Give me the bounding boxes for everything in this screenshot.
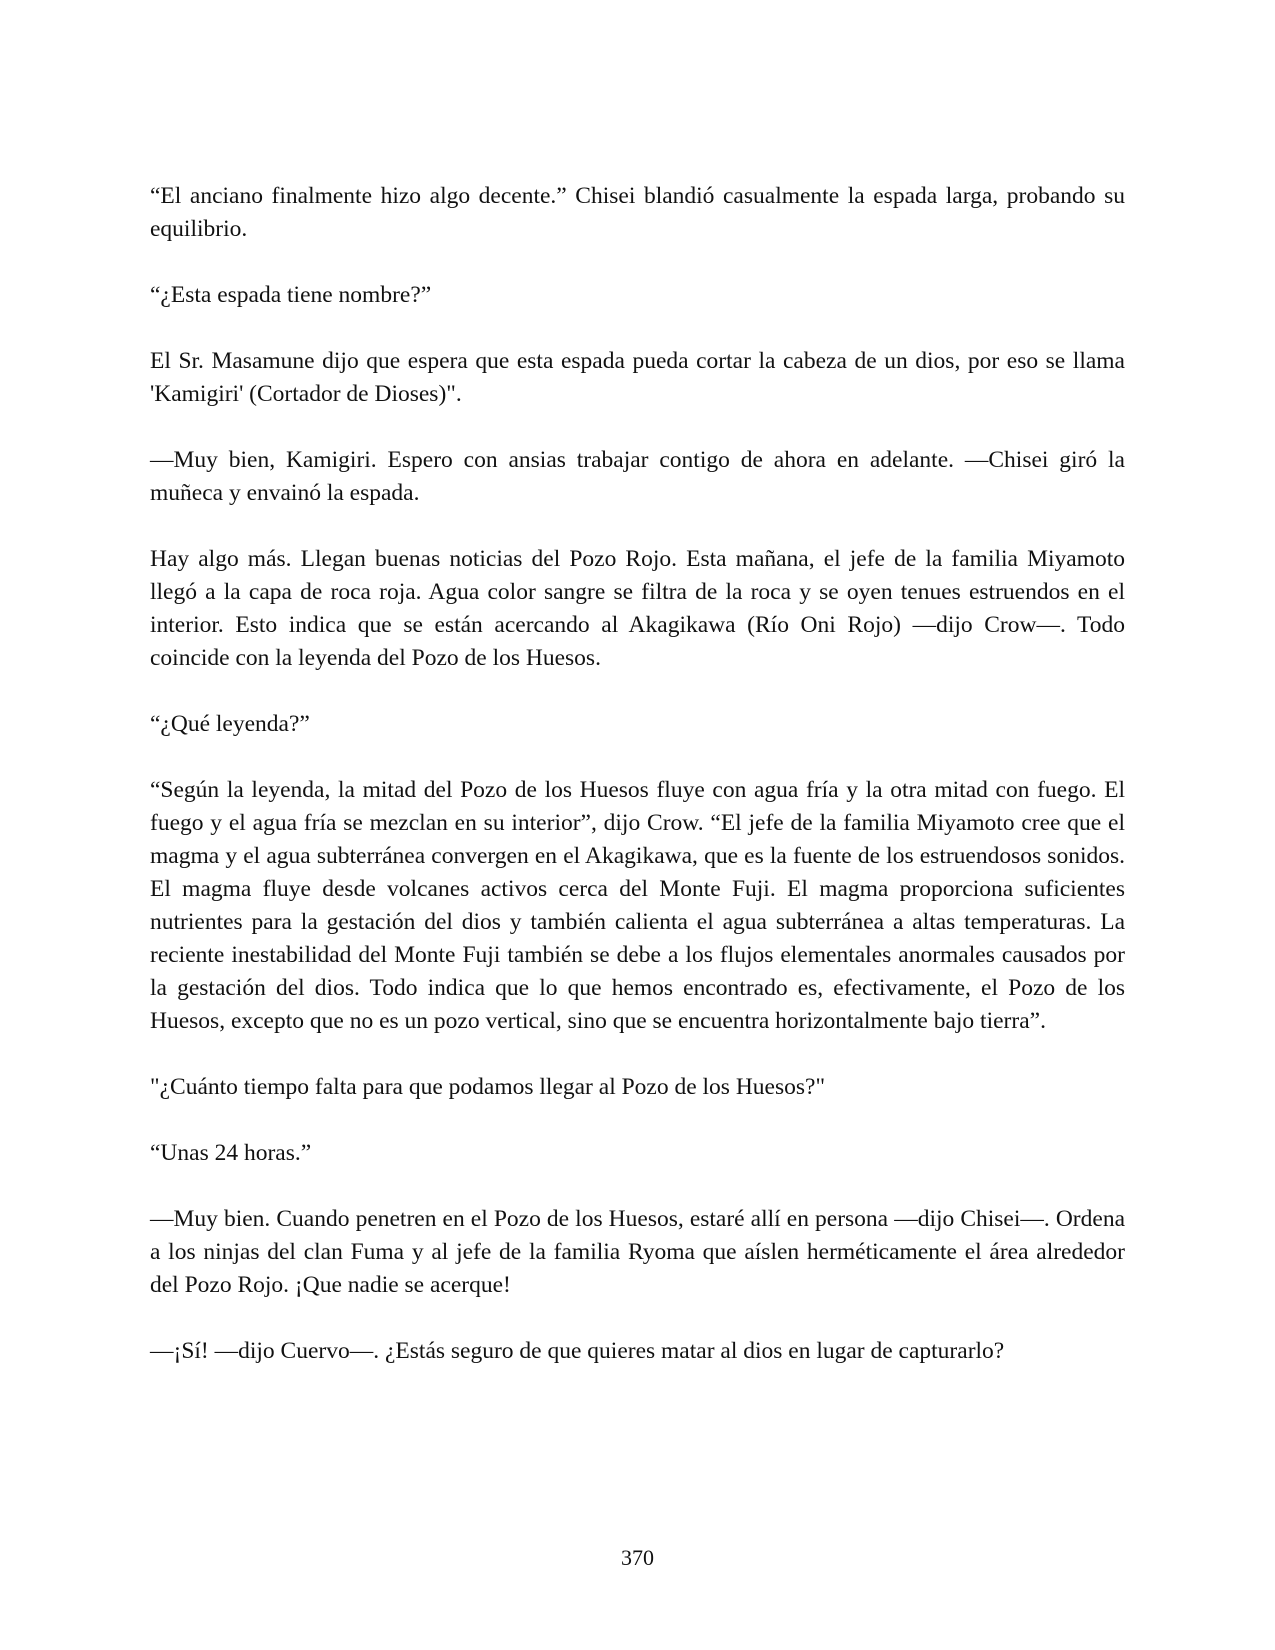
paragraph-4: —Muy bien, Kamigiri. Espero con ansias trabajar contigo de ahora en adelante. —Chisei giró la muñeca y envainó la espada.	[150, 447, 1125, 506]
body-text	[150, 180, 1125, 1401]
paragraph-2: “¿Esta espada tiene nombre?”	[150, 282, 432, 308]
paragraph-11: —¡Sí! —dijo Cuervo—. ¿Estás seguro de que quieres matar al dios en lugar de capturarlo?	[150, 1338, 1005, 1364]
paragraph-5: Hay algo más. Llegan buenas noticias del Pozo Rojo. Esta mañana, el jefe de la familia Miyamoto llegó a la capa de roca roja. Agua color sangre se filtra de la roca y se oyen tenues estruendos en el interior. Esto indica que se están acercando al Akagikawa (Río Oni Rojo) —dijo Crow—. Todo coincide con la leyenda del Pozo de los Huesos.	[150, 546, 1125, 671]
page-number: 370	[621, 1545, 654, 1570]
paragraph-10: —Muy bien. Cuando penetren en el Pozo de los Huesos, estaré allí en persona —dijo Chisei—. Ordena a los ninjas del clan Fuma y al jefe de la familia Ryoma que aíslen herméticamente el área alrededor del Pozo Rojo. ¡Que nadie se acerque!	[150, 1206, 1125, 1298]
paragraph-9: “Unas 24 horas.”	[150, 1140, 312, 1166]
paragraph-8: "¿Cuánto tiempo falta para que podamos llegar al Pozo de los Huesos?"	[150, 1074, 826, 1100]
paragraph-7: “Según la leyenda, la mitad del Pozo de los Huesos fluye con agua fría y la otra mitad con fuego. El fuego y el agua fría se mezclan en su interior”, dijo Crow. “El jefe de la familia Miyamoto cree que el magma y el agua subterránea convergen en el Akagikawa, que es la fuente de los estruendosos sonidos. El magma fluye desde volcanes activos cerca del Monte Fuji. El magma proporciona suficientes nutrientes para la gestación del dios y también calienta el agua subterránea a altas temperaturas. La reciente inestabilidad del Monte Fuji también se debe a los flujos elementales anormales causados por la gestación del dios. Todo indica que lo que hemos encontrado es, efectivamente, el Pozo de los Huesos, excepto que no es un pozo vertical, sino que se encuentra horizontalmente bajo tierra”.	[150, 777, 1125, 1034]
paragraph-1: “El anciano finalmente hizo algo decente.” Chisei blandió casualmente la espada larga, probando su equilibrio.	[150, 183, 1125, 242]
paragraph-3: El Sr. Masamune dijo que espera que esta espada pueda cortar la cabeza de un dios, por eso se llama 'Kamigiri' (Cortador de Dioses)".	[150, 348, 1125, 407]
paragraph-6: “¿Qué leyenda?”	[150, 711, 310, 737]
